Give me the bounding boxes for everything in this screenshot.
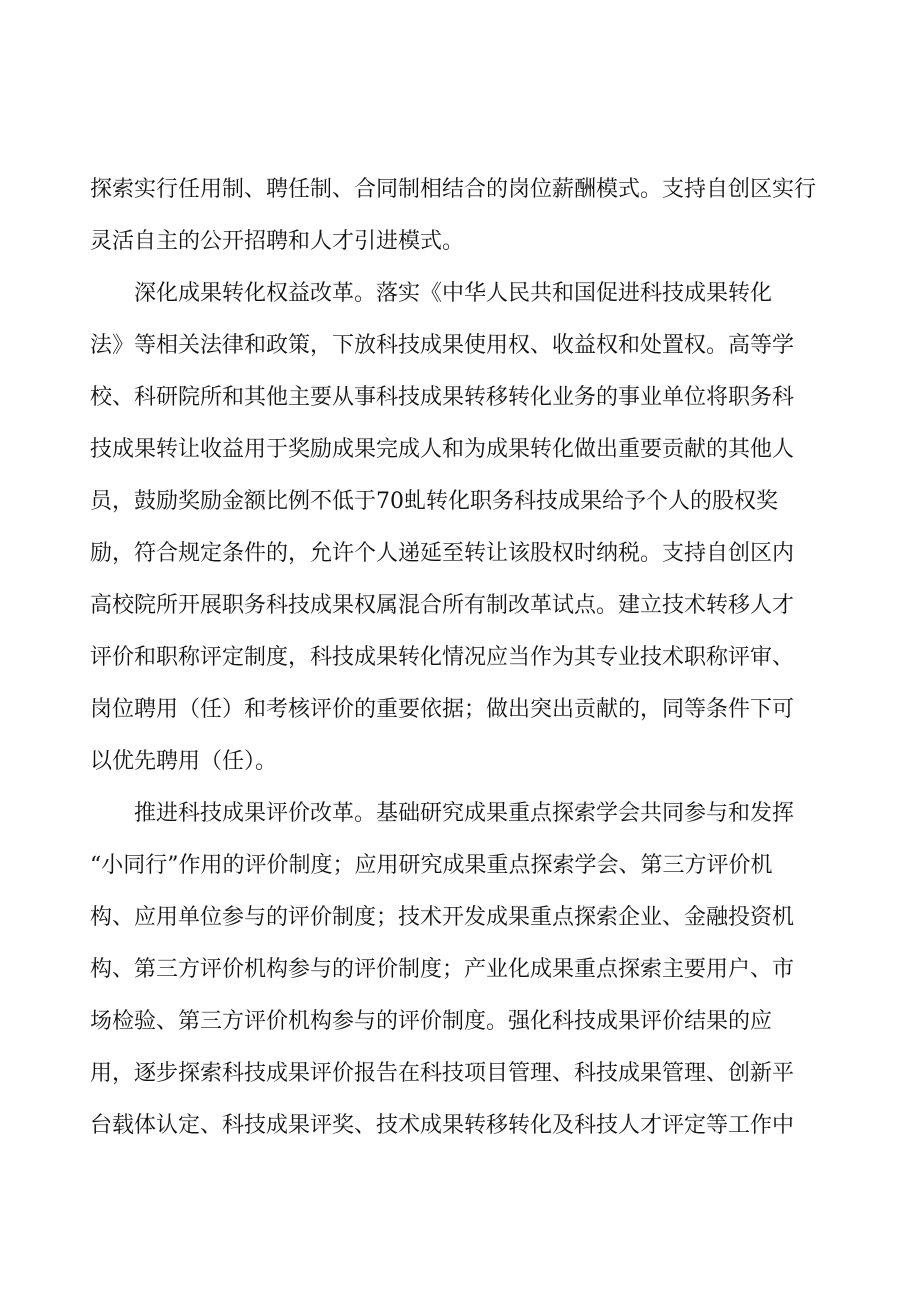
p3-line-3: 构、应用单位参与的评价制度；技术开发成果重点探索企业、金融投资机 [90, 905, 795, 930]
p3-line-1: 推进科技成果评价改革。基础研究成果重点探索学会共同参与和发挥 [134, 801, 795, 826]
p2-line-5: 员，鼓励奖励金额比例不低于70虬转化职务科技成果给予个人的股权奖 [90, 489, 778, 514]
p2-line-9: 岗位聘用（任）和考核评价的重要依据；做出突出贡献的，同等条件下可 [90, 697, 795, 722]
p3-line-4: 构、第三方评价机构参与的评价制度；产业化成果重点探索主要用户、市 [90, 957, 795, 982]
p1-line-1: 探索实行任用制、聘任制、合同制相结合的岗位薪酬模式。支持自创区实行 [90, 177, 817, 202]
p2-line-1: 深化成果转化权益改革。落实《中华人民共和国促进科技成果转化 [134, 281, 773, 306]
p2-line-7: 高校院所开展职务科技成果权属混合所有制改革试点。建立技术转移人才 [90, 593, 795, 618]
p2-line-2: 法》等相关法律和政策，下放科技成果使用权、收益权和处置权。高等学 [90, 333, 795, 358]
p2-line-6: 励，符合规定条件的，允许个人递延至转让该股权时纳税。支持自创区内 [90, 541, 795, 566]
p2-line-3: 校、科研院所和其他主要从事科技成果转移转化业务的事业单位将职务科 [90, 385, 795, 410]
p3-line-6: 用，逐步探索科技成果评价报告在科技项目管理、科技成果管理、创新平 [90, 1061, 795, 1086]
p3-line-7: 台载体认定、科技成果评奖、技术成果转移转化及科技人才评定等工作中 [90, 1113, 795, 1138]
p3-line-2: “小同行”作用的评价制度；应用研究成果重点探索学会、第三方评价机 [90, 853, 773, 878]
p1-line-2: 灵活自主的公开招聘和人才引进模式。 [90, 229, 465, 254]
p2-line-8: 评价和职称评定制度，科技成果转化情况应当作为其专业技术职称评审、 [90, 645, 795, 670]
p3-line-5: 场检验、第三方评价机构参与的评价制度。强化科技成果评价结果的应 [90, 1009, 773, 1034]
p2-line-10: 以优先聘用（任）。 [90, 749, 278, 774]
p2-line-4: 技成果转让收益用于奖励成果完成人和为成果转化做出重要贡献的其他人 [90, 437, 795, 462]
